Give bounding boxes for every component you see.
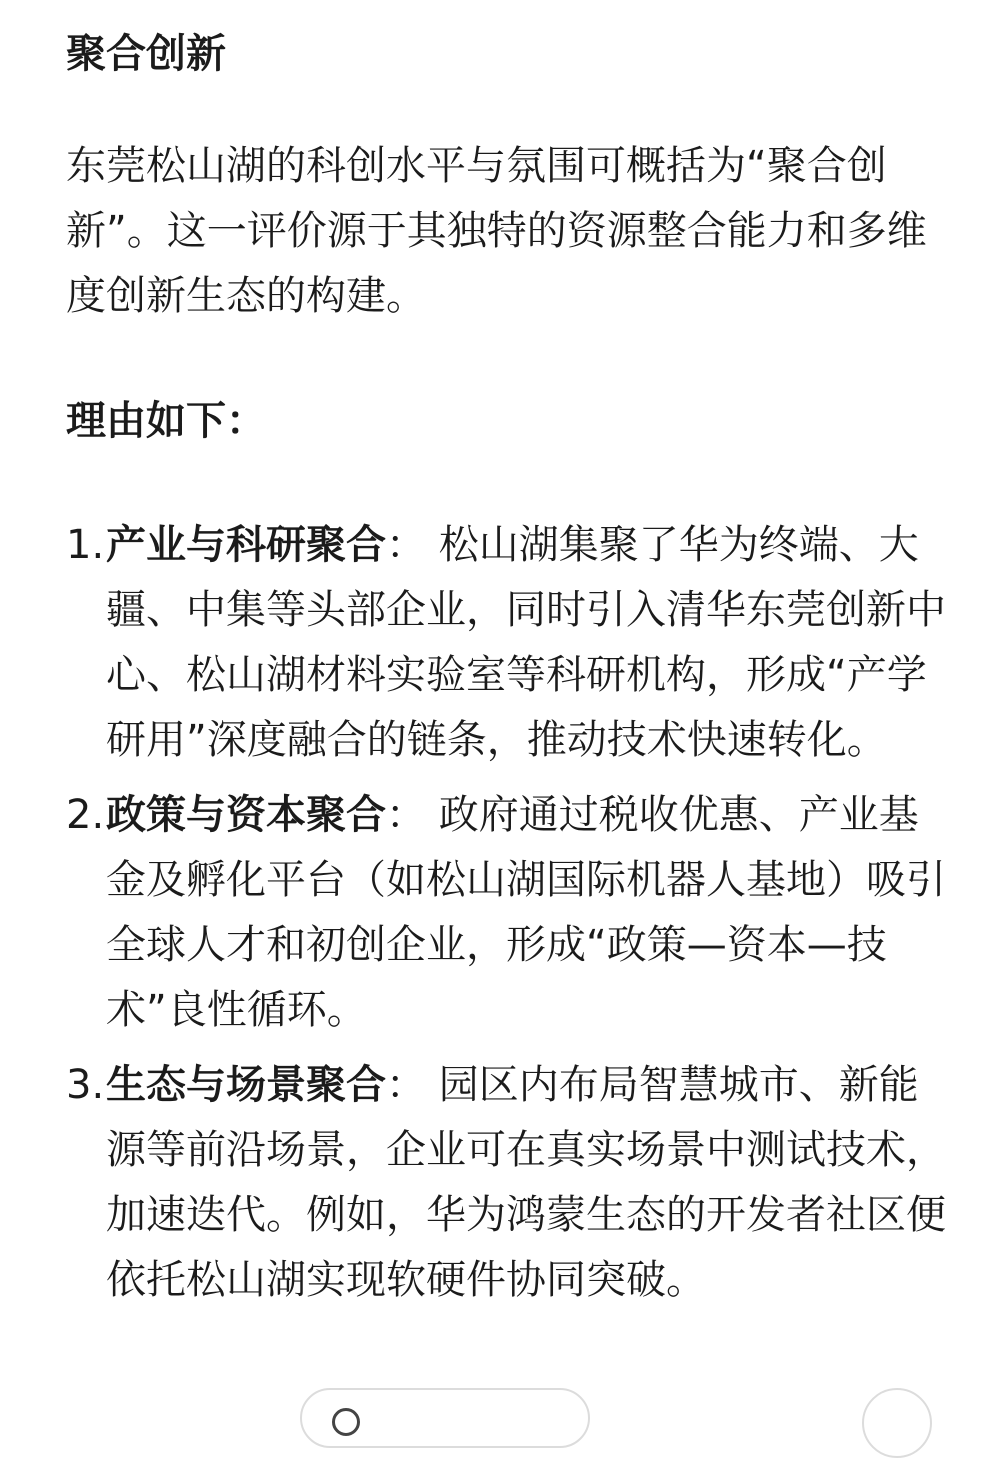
reason-separator: ： xyxy=(386,522,426,568)
reason-item-3 xyxy=(66,1053,946,1313)
reason-title: 政策与资本聚合 xyxy=(106,792,386,838)
article xyxy=(66,22,946,1323)
reason-number: 3. xyxy=(66,1062,105,1108)
chat-bubble-icon xyxy=(332,1408,360,1436)
reason-separator: ： xyxy=(386,1062,426,1108)
reason-body: 政府通过税收优惠、产业基金及孵化平台（如松山湖国际机器人基地）吸引全球人才和初创企业，形成“政策—资本—技术”良性循环。 xyxy=(106,792,946,1033)
bottom-bar xyxy=(0,1388,987,1418)
reason-body: 园区内布局智慧城市、新能源等前沿场景，企业可在真实场景中测试技术，加速迭代。例如，华为鸿蒙生态的开发者社区便依托松山湖实现软硬件协同突破。 xyxy=(106,1062,946,1303)
reason-number: 1. xyxy=(66,522,105,568)
floating-pill-button[interactable] xyxy=(300,1388,590,1448)
reason-item-2 xyxy=(66,783,946,1043)
reason-list xyxy=(66,513,946,1313)
article-heading: 聚合创新 xyxy=(66,31,226,77)
reasons-title: 理由如下： xyxy=(66,398,266,444)
reason-item-1 xyxy=(66,513,946,773)
reason-number: 2. xyxy=(66,792,105,838)
reason-body: 松山湖集聚了华为终端、大疆、中集等头部企业，同时引入清华东莞创新中心、松山湖材料实验室等科研机构，形成“产学研用”深度融合的链条，推动技术快速转化。 xyxy=(106,522,946,763)
reason-title: 生态与场景聚合 xyxy=(106,1062,386,1108)
reason-title: 产业与科研聚合 xyxy=(106,522,386,568)
reason-separator: ： xyxy=(386,792,426,838)
intro-paragraph: 东莞松山湖的科创水平与氛围可概括为“聚合创新”。这一评价源于其独特的资源整合能力和多维度创新生态的构建。 xyxy=(66,143,927,319)
round-action-button[interactable] xyxy=(862,1388,932,1458)
